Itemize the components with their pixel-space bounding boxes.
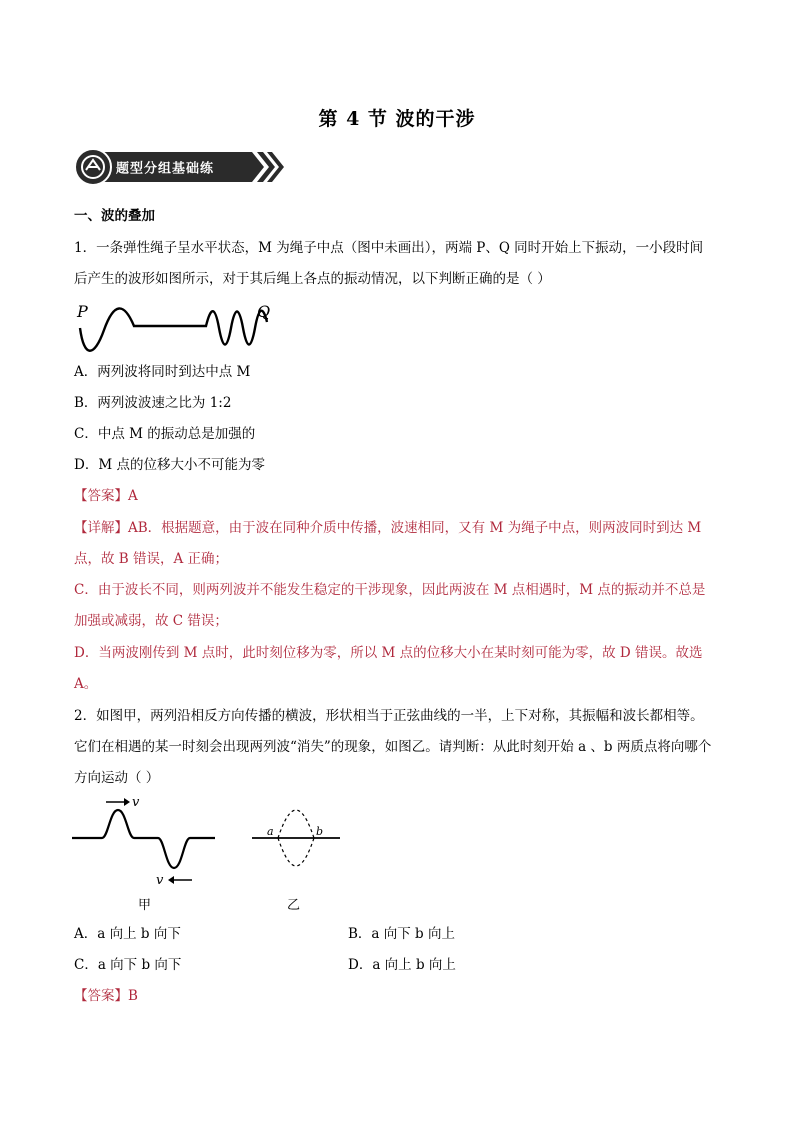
q2-figure-jia <box>70 792 220 917</box>
q1-detail-line3: C．由于波长不同，则两列波并不能发生稳定的干涉现象，因此两波在 M 点相遇时，M 点的振动并不总是 <box>74 582 706 598</box>
q1-option-a: A．两列波将同时到达中点 M <box>74 364 251 380</box>
q2-label-a: a <box>267 825 274 838</box>
q1-stem-line1: 1．一条弹性绳子呈水平状态，M 为绳子中点（图中未画出），两端 P、Q 同时开始上下振动，一小段时间 <box>74 240 704 256</box>
q2-stem-line1: 2．如图甲，两列沿相反方向传播的横波，形状相当于正弦曲线的一半，上下对称，其振幅和波长都相等。 <box>74 708 704 724</box>
q1-detail-line6: A。 <box>74 676 98 692</box>
q1-label-p: P <box>77 302 88 321</box>
q2-figure-yi <box>250 792 345 917</box>
q2-stem-line3: 方向运动（ ） <box>74 770 160 786</box>
q2-stem-line2: 它们在相遇的某一时刻会出现两列波“消失”的现象，如图乙。请判断：从此时刻开始 a 、b 两质点将向哪个 <box>74 739 712 755</box>
q1-detail-line2: 点，故 B 错误，A 正确； <box>74 551 229 567</box>
q1-stem-line2: 后产生的波形如图所示，对于其后绳上各点的振动情况，以下判断正确的是（ ） <box>74 271 551 287</box>
q2-option-b: B．a 向下 b 向上 <box>348 926 455 942</box>
q2-option-a: A．a 向上 b 向下 <box>74 926 181 942</box>
q1-option-c: C．中点 M 的振动总是加强的 <box>74 426 256 442</box>
q2-option-c: C．a 向下 b 向下 <box>74 957 182 973</box>
q1-wave-curve <box>80 308 267 350</box>
banner-label: 题型分组基础练 <box>116 161 215 177</box>
section-heading: 一、波的叠加 <box>74 208 155 224</box>
q1-option-d: D．M 点的位移大小不可能为零 <box>74 457 265 473</box>
q2-label-v-bottom: v <box>156 873 164 888</box>
q2-caption-jia: 甲 <box>138 898 152 913</box>
q1-detail-line4: 加强或减弱，故 C 错误； <box>74 613 228 629</box>
q1-detail-line5: D．当两波刚传到 M 点时，此时刻位移为零，所以 M 点的位移大小在某时刻可能为零，故 D 错误。故选 <box>74 645 703 661</box>
q1-option-b: B．两列波波速之比为 1:2 <box>74 395 232 411</box>
q2-option-d: D．a 向上 b 向上 <box>348 957 456 973</box>
left-arrow-icon <box>168 876 192 884</box>
q2-caption-yi: 乙 <box>287 898 301 913</box>
q2-label-b: b <box>316 825 324 838</box>
q2-wave-pulse <box>72 810 215 868</box>
q2-label-v-top: v <box>132 795 140 810</box>
q1-detail-line1: 【详解】AB．根据题意，由于波在同种介质中传播，波速相同，又有 M 为绳子中点，则两波同时到达 M <box>74 520 702 536</box>
q1-label-q: Q <box>257 302 271 321</box>
right-arrow-icon <box>106 798 130 806</box>
section-banner <box>74 148 284 186</box>
page-title: 第 4 节 波的干涉 <box>318 108 476 130</box>
q2-answer: 【答案】B <box>74 988 138 1004</box>
q1-answer: 【答案】A <box>74 488 138 504</box>
q1-wave-figure <box>74 300 284 360</box>
